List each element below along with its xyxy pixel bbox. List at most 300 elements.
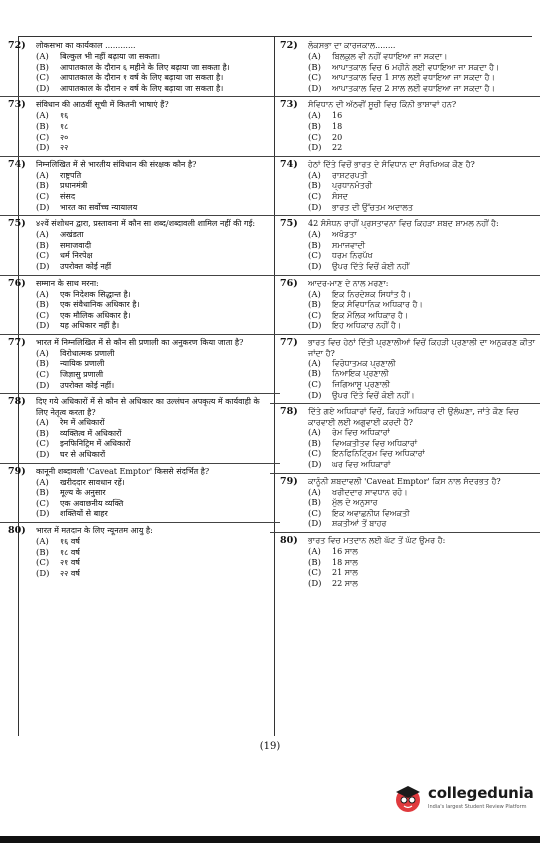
option-label: (A) xyxy=(36,348,49,359)
option-label: (C) xyxy=(36,558,50,569)
question-header xyxy=(280,99,538,111)
answer-option xyxy=(36,181,270,192)
option-label: (B) xyxy=(308,369,321,380)
answer-option xyxy=(308,241,538,252)
option-label: (A) xyxy=(308,230,321,241)
option-text: प्रधानमंत्री xyxy=(60,181,88,191)
option-label: (A) xyxy=(308,428,321,439)
option-label: (D) xyxy=(36,202,50,213)
option-text: एक अवाछनीय व्यक्ति xyxy=(60,498,124,508)
answer-option xyxy=(308,509,538,520)
top-rule xyxy=(18,36,532,37)
option-text: ਆਪਾਤਕਾਲ ਵਿਚ 6 ਮਹੀਨੇ ਲਈ ਵਧਾਇਆ ਜਾ ਸਕਦਾ ਹੈ। xyxy=(332,62,500,72)
question-number: 75) xyxy=(280,218,298,230)
brand-logo xyxy=(392,780,532,820)
question-number: 73) xyxy=(280,99,298,111)
question-header xyxy=(280,337,538,359)
answer-option xyxy=(36,73,270,84)
answer-option xyxy=(308,63,538,74)
option-text: खरीददार सावधान रहें। xyxy=(60,477,125,487)
option-label: (D) xyxy=(36,450,50,461)
option-label: (C) xyxy=(308,508,322,519)
option-label: (D) xyxy=(308,261,322,272)
option-label: (C) xyxy=(36,132,50,143)
option-label: (B) xyxy=(36,359,49,370)
option-text: २२ वर्ष xyxy=(60,568,80,578)
question-header xyxy=(8,466,270,478)
question-separator xyxy=(270,215,540,216)
option-text: उपरोक्त कोई नहीं। xyxy=(60,380,115,390)
option-text: संसद xyxy=(60,191,76,201)
answer-option xyxy=(36,439,270,450)
option-label: (A) xyxy=(36,477,49,488)
answer-option xyxy=(308,84,538,95)
option-text: १६ वर्ष xyxy=(60,537,80,546)
question-text: 42 ਸੰਸੋਧਨ ਰਾਹੀਂ ਪ੍ਰਸਤਾਵਨਾ ਵਿਚ ਕਿਹੜਾ ਸ਼ਬਦ ਸ਼ਾਮਲ ਨਹੀਂ ਹੈ: xyxy=(308,219,499,229)
question-separator xyxy=(0,522,280,523)
question-separator xyxy=(270,403,540,404)
option-text: धर्म निरपेक्ष xyxy=(60,251,93,261)
question-header xyxy=(8,525,270,537)
answer-option xyxy=(36,488,270,499)
answer-option xyxy=(36,569,270,580)
option-text: ਮੁੱਲ ਦੇ ਅਨੁਸਾਰ xyxy=(332,498,378,508)
option-label: (B) xyxy=(36,428,49,439)
option-text: 18 xyxy=(332,121,343,131)
option-label: (C) xyxy=(308,310,322,321)
option-label: (D) xyxy=(308,390,322,401)
question-separator xyxy=(270,473,540,474)
option-text: ਖਰੀਦਦਾਰ ਸਾਵਧਾਨ ਰਹੋ। xyxy=(332,487,408,497)
option-text: ਆਪਾਤਕਾਲ ਵਿਚ 1 ਸਾਲ ਲਈ ਵਧਾਇਆ ਜਾ ਸਕਦਾ ਹੈ। xyxy=(332,73,495,83)
question-separator xyxy=(270,275,540,276)
question-text: भारत में मतदान के लिए न्यूनतम आयु है: xyxy=(36,526,153,535)
question-header xyxy=(8,337,270,349)
option-label: (C) xyxy=(308,449,322,460)
question-block xyxy=(8,396,270,460)
answer-option xyxy=(308,547,538,558)
question-block xyxy=(280,278,538,332)
answer-option xyxy=(308,558,538,569)
answer-option xyxy=(36,122,270,133)
option-text: ਧਰਮ ਨਿਰਪੱਖ xyxy=(332,251,373,261)
option-text: भारत का सर्वोच्च न्यायालय xyxy=(60,202,138,212)
option-label: (A) xyxy=(36,537,49,547)
option-text: २२ xyxy=(60,143,69,153)
option-text: ਉਪਰ ਦਿੱਤੇ ਵਿਚੋਂ ਕੋਈ ਨਹੀਂ। xyxy=(332,390,415,400)
option-text: २० xyxy=(60,132,69,142)
option-text: १८ वर्ष xyxy=(60,547,80,557)
question-text: ४२वें संशोधन द्वारा, प्रस्तावना में कौन सा शब्द/शब्दावली शामिल नहीं की गई: xyxy=(36,219,256,229)
option-label: (B) xyxy=(308,300,321,311)
punjabi-column xyxy=(280,40,538,591)
option-label: (B) xyxy=(308,62,321,73)
option-text: आपातकाल के दौरान २ वर्ष के लिए बढ़ाया जा सकता है। xyxy=(60,83,224,93)
question-text: कानूनी शब्दावली 'Caveat Emptor' किससे संदर्भित है? xyxy=(36,466,210,476)
option-label: (C) xyxy=(36,310,50,321)
question-text: संविधान की आठवीं सूची में कितनी भाषाएं हैं? xyxy=(36,100,169,110)
option-text: अखंडता xyxy=(60,230,84,240)
page-number: (19) xyxy=(259,741,281,752)
answer-option xyxy=(308,519,538,530)
question-text: निम्नलिखित में से भारतीय संविधान की संरक्षक कौन है? xyxy=(36,159,197,169)
option-text: 16 ਸਾਲ xyxy=(332,547,358,556)
question-text: दिए गये अधिकारों में से कौन से अधिकार का उल्लंघन अपकृत्य में कार्यवाही के लिए नेतृत्व करता है? xyxy=(36,397,260,418)
question-separator xyxy=(0,334,280,335)
answer-option xyxy=(36,84,270,95)
question-number: 78) xyxy=(280,406,298,418)
option-text: व्यक्तित्व में अधिकारों xyxy=(60,428,122,438)
answer-option xyxy=(308,449,538,460)
answer-option xyxy=(36,63,270,74)
question-separator xyxy=(270,532,540,533)
answer-option xyxy=(308,428,538,439)
answer-option xyxy=(36,300,270,311)
option-text: ਆਪਾਤਕਾਲ ਵਿਚ 2 ਸਾਲ ਲਈ ਵਧਾਇਆ ਜਾ ਸਕਦਾ ਹੈ। xyxy=(332,83,495,93)
answer-option xyxy=(36,262,270,273)
option-text: जिज्ञासु प्रणाली xyxy=(60,370,104,380)
question-text: ਲੋਕਸਭਾ ਦਾ ਕਾਰਜਕਾਲ........ xyxy=(308,41,396,50)
answer-option xyxy=(36,359,270,370)
option-label: (C) xyxy=(308,191,322,202)
bottom-bar xyxy=(0,836,540,843)
question-number: 80) xyxy=(8,525,26,536)
answer-option xyxy=(36,241,270,252)
option-label: (D) xyxy=(36,509,50,520)
option-label: (A) xyxy=(308,547,321,557)
answer-option xyxy=(36,192,270,203)
option-text: 22 ਸਾਲ xyxy=(332,578,358,588)
question-number: 76) xyxy=(8,277,26,289)
question-separator xyxy=(270,96,540,97)
option-label: (B) xyxy=(308,498,321,509)
answer-option xyxy=(308,439,538,450)
answer-option xyxy=(36,548,270,559)
option-text: बिल्कुल भी नहीं बढ़ाया जा सकता। xyxy=(60,52,161,61)
option-label: (A) xyxy=(308,487,321,498)
answer-option xyxy=(308,359,538,370)
question-header xyxy=(8,218,270,230)
option-label: (B) xyxy=(36,240,49,251)
option-text: ਰੇਮ ਵਿਚ ਅਧਿਕਾਰਾਂ xyxy=(332,428,390,438)
brand-tagline: India's largest Student Review Platform xyxy=(428,804,527,810)
question-number: 80) xyxy=(280,535,298,546)
brand-name: collegedunia xyxy=(428,784,534,802)
option-text: एक निदेशक सिद्धान्त है। xyxy=(60,289,131,299)
option-text: न्यायिक प्रणाली xyxy=(60,359,105,369)
question-number: 78) xyxy=(8,396,26,408)
option-label: (B) xyxy=(308,240,321,251)
option-text: आपातकाल के दौरान १ वर्ष के लिए बढ़ाया जा सकता है। xyxy=(60,73,224,83)
answer-option xyxy=(308,203,538,214)
answer-option xyxy=(36,52,270,63)
question-header xyxy=(8,278,270,290)
option-label: (A) xyxy=(36,418,49,429)
answer-option xyxy=(36,558,270,569)
option-label: (A) xyxy=(36,52,49,62)
question-block xyxy=(8,218,270,272)
answer-option xyxy=(308,311,538,322)
question-block xyxy=(8,525,270,579)
option-text: शक्तियों से बाहर xyxy=(60,509,108,519)
question-number: 74) xyxy=(8,158,26,170)
option-label: (A) xyxy=(36,111,49,122)
hindi-column xyxy=(8,40,270,581)
option-label: (C) xyxy=(36,498,50,509)
option-text: ਇਹ ਅਧਿਕਾਰ ਨਹੀਂ ਹੈ। xyxy=(332,321,402,331)
question-header xyxy=(8,99,270,111)
question-separator xyxy=(0,96,280,97)
question-separator xyxy=(0,215,280,216)
option-label: (A) xyxy=(308,289,321,300)
question-text: ਦਿੱਤੇ ਗਏ ਅਧਿਕਾਰਾਂ ਵਿਚੋਂ, ਕਿਹੜੇ ਅਧਿਕਾਰ ਦੀ ਉਲੰਘਣਾ, ਜਾਂਤੇ ਕੌਣ ਵਿਚ ਕਾਰਵਾਈ ਲਈ ਅਗੁਵਾਈ ਕਰਦੀ ਹੈ? xyxy=(308,407,519,428)
question-text: लोकसभा का कार्यकाल ............ xyxy=(36,41,136,50)
option-label: (B) xyxy=(308,121,321,132)
question-block xyxy=(8,337,270,391)
option-label: (B) xyxy=(36,181,49,192)
option-label: (A) xyxy=(308,170,321,181)
answer-option xyxy=(308,52,538,63)
answer-option xyxy=(308,488,538,499)
option-label: (D) xyxy=(36,143,50,154)
option-text: ਵਿਰੋਧਾਤਮਕ ਪ੍ਰਣਾਲੀ xyxy=(332,358,396,368)
option-label: (D) xyxy=(308,578,322,589)
option-label: (C) xyxy=(36,251,50,262)
option-label: (C) xyxy=(36,439,50,450)
option-label: (A) xyxy=(308,52,321,62)
option-text: विरोधात्मक प्रणाली xyxy=(60,348,115,358)
option-label: (C) xyxy=(36,370,50,381)
question-number: 73) xyxy=(8,99,26,111)
option-text: १६ xyxy=(60,111,69,121)
option-label: (B) xyxy=(308,181,321,192)
answer-option xyxy=(308,369,538,380)
option-text: ਵਿਅਕਤੀਤਵ ਵਿਚ ਅਧਿਕਾਰਾਂ xyxy=(332,438,418,448)
answer-option xyxy=(36,478,270,489)
question-block xyxy=(8,40,270,94)
question-text: ਸੰਵਿਧਾਨ ਦੀ ਅੱਠਵੀਂ ਸੂਚੀ ਵਿਚ ਕਿੰਨੀ ਭਾਸ਼ਾਵਾਂ ਹਨ? xyxy=(308,100,457,110)
answer-option xyxy=(36,133,270,144)
option-label: (D) xyxy=(308,519,322,530)
question-header xyxy=(280,406,538,428)
question-number: 79) xyxy=(8,465,26,477)
question-number: 79) xyxy=(280,475,298,487)
question-header xyxy=(8,159,270,171)
question-text: ਆਦਰ-ਮਾਣ ਦੇ ਨਾਲ ਮਰਣਾ: xyxy=(308,278,389,288)
option-label: (A) xyxy=(308,111,321,122)
answer-option xyxy=(308,251,538,262)
answer-option xyxy=(308,73,538,84)
question-number: 72) xyxy=(8,40,26,51)
option-label: (A) xyxy=(36,230,49,241)
question-number: 77) xyxy=(8,336,26,348)
option-text: ਸੰਸਦ xyxy=(332,191,348,201)
question-separator xyxy=(0,463,280,464)
option-label: (C) xyxy=(36,73,50,84)
question-separator xyxy=(270,334,540,335)
question-block xyxy=(280,476,538,530)
question-block xyxy=(8,278,270,332)
question-block xyxy=(8,99,270,153)
answer-option xyxy=(308,300,538,311)
question-block xyxy=(280,99,538,153)
option-text: ਇਨਫਿਨਿਟ੍ਰਿਮ ਵਿਚ ਅਧਿਕਾਰਾਂ xyxy=(332,449,425,459)
option-label: (B) xyxy=(36,62,49,73)
option-label: (D) xyxy=(308,83,322,94)
column-divider xyxy=(274,36,275,736)
answer-option xyxy=(308,498,538,509)
option-text: इनफिनिट्रिम में अधिकारों xyxy=(60,439,131,449)
question-header xyxy=(280,218,538,230)
option-text: रेम में अधिकारों xyxy=(60,418,105,428)
question-block xyxy=(8,159,270,213)
question-number: 75) xyxy=(8,218,26,230)
option-text: ਰਾਸ਼ਟਰਪਤੀ xyxy=(332,170,368,180)
option-label: (A) xyxy=(36,289,49,300)
option-text: घर से अधिकारों xyxy=(60,450,106,460)
question-number: 72) xyxy=(280,40,298,51)
question-block xyxy=(280,406,538,470)
option-text: 20 xyxy=(332,132,343,142)
option-label: (D) xyxy=(36,380,50,391)
option-label: (B) xyxy=(36,300,49,311)
answer-option xyxy=(36,349,270,360)
option-text: यह अधिकार नहीं है। xyxy=(60,321,120,331)
option-text: ਅਖੰਡਤਾ xyxy=(332,230,357,240)
option-label: (C) xyxy=(308,132,322,143)
question-header xyxy=(280,159,538,171)
question-block xyxy=(280,337,538,401)
question-header xyxy=(280,535,538,547)
option-text: एक संवैधानिक अधिकार है। xyxy=(60,300,140,310)
question-block xyxy=(280,40,538,94)
answer-option xyxy=(36,203,270,214)
question-separator xyxy=(270,156,540,157)
question-number: 77) xyxy=(280,336,298,348)
option-text: राष्ट्रपति xyxy=(60,170,82,180)
option-label: (D) xyxy=(36,568,50,579)
question-separator xyxy=(0,275,280,276)
answer-option xyxy=(308,122,538,133)
question-separator xyxy=(0,156,280,157)
option-label: (D) xyxy=(308,321,322,332)
option-text: ਸਮਾਜਵਾਦੀ xyxy=(332,240,366,250)
answer-option xyxy=(36,429,270,440)
question-block xyxy=(280,159,538,213)
answer-option xyxy=(308,143,538,154)
option-text: 21 ਸਾਲ xyxy=(332,568,358,578)
answer-option xyxy=(36,509,270,520)
option-label: (C) xyxy=(308,73,322,84)
answer-option xyxy=(36,143,270,154)
question-header xyxy=(280,278,538,290)
answer-option xyxy=(36,251,270,262)
question-block xyxy=(280,535,538,589)
option-text: ਇਕ ਅਵਾਛਨੀਯ ਵਿਅਕਤੀ xyxy=(332,508,410,518)
option-label: (D) xyxy=(36,321,50,332)
question-number: 76) xyxy=(280,277,298,289)
question-number: 74) xyxy=(280,158,298,170)
answer-option xyxy=(308,262,538,273)
option-text: समाजवादी xyxy=(60,240,92,250)
question-text: ਕਾਨੂੰਨੀ ਸ਼ਬਦਾਵਲੀ 'Caveat Emptor' ਕਿਸ ਨਾਲ ਸੰਦਰਭਤ ਹੈ? xyxy=(308,476,501,486)
question-header xyxy=(280,476,538,488)
option-label: (C) xyxy=(308,568,322,579)
question-text: ਹੇਠਾਂ ਦਿੱਤੇ ਵਿਚੋਂ ਭਾਰਤ ਦੇ ਸੰਵਿਧਾਨ ਦਾ ਸੰਰਖਿਅਕ ਕੌਣ ਹੈ? xyxy=(308,159,475,169)
option-label: (B) xyxy=(36,121,49,132)
question-header xyxy=(8,40,270,52)
answer-option xyxy=(36,381,270,392)
option-text: 22 xyxy=(332,143,343,153)
option-text: ਬਿਲਕੁਲ ਵੀ ਨਹੀਂ ਵਧਾਇਆ ਜਾ ਸਕਦਾ। xyxy=(332,52,448,61)
answer-option xyxy=(308,568,538,579)
answer-option xyxy=(308,321,538,332)
option-label: (D) xyxy=(36,261,50,272)
option-text: ਇਕ ਨਿਰਦੇਸ਼ਕ ਸਿਧਾਂਤ ਹੈ। xyxy=(332,289,412,299)
option-text: ਘਰ ਵਿਚ ਅਧਿਕਾਰਾਂ xyxy=(332,460,391,470)
answer-option xyxy=(308,230,538,241)
question-block xyxy=(280,218,538,272)
option-text: ਨਿਆਇਕ ਪ੍ਰਣਾਲੀ xyxy=(332,369,389,379)
option-label: (C) xyxy=(36,191,50,202)
question-text: सम्मान के साथ मरना: xyxy=(36,278,99,288)
option-label: (B) xyxy=(308,438,321,449)
question-text: ਭਾਰਤ ਵਿਚ ਹੇਠਾਂ ਦਿੱਤੀ ਪ੍ਰਣਾਲੀਆਂ ਵਿਚੋਂ ਕਿਹੜੀ ਪ੍ਰਣਾਲੀ ਦਾ ਅਨੁਕਰਣ ਕੀਤਾ ਜਾਂਦਾ ਹੈ? xyxy=(308,337,536,358)
option-text: मूल्य के अनुसार xyxy=(60,488,106,498)
answer-option xyxy=(308,290,538,301)
answer-option xyxy=(36,171,270,182)
option-label: (D) xyxy=(308,460,322,471)
answer-option xyxy=(36,311,270,322)
answer-option xyxy=(308,192,538,203)
option-text: ਸ਼ਕਤੀਆਂ ਤੋਂ ਬਾਹਰ xyxy=(332,519,387,529)
question-separator xyxy=(0,393,280,394)
question-header xyxy=(8,396,270,418)
option-label: (D) xyxy=(308,202,322,213)
question-text: ਭਾਰਤ ਵਿਚ ਮਤਦਾਨ ਲਈ ਘੱਟ ਤੋਂ ਘੱਟ ਉਮਰ ਹੈ: xyxy=(308,536,446,545)
option-text: ਉਪਰ ਦਿੱਤੇ ਵਿਚੋਂ ਕੋਈ ਨਹੀਂ xyxy=(332,261,410,271)
option-text: ਭਾਰਤ ਦੀ ਉੱਚਤਮ ਅਦਾਲਤ xyxy=(332,202,413,212)
option-label: (B) xyxy=(308,557,321,568)
option-label: (D) xyxy=(308,143,322,154)
option-text: 18 ਸਾਲ xyxy=(332,557,358,567)
answer-option xyxy=(36,499,270,510)
option-label: (D) xyxy=(36,83,50,94)
answer-option xyxy=(308,181,538,192)
answer-option xyxy=(36,370,270,381)
answer-option xyxy=(36,230,270,241)
question-block xyxy=(8,466,270,520)
option-label: (C) xyxy=(308,251,322,262)
answer-option xyxy=(308,111,538,122)
student-mascot-icon xyxy=(392,782,424,814)
question-header xyxy=(280,40,538,52)
answer-option xyxy=(36,290,270,301)
option-text: १८ xyxy=(60,121,69,131)
option-text: ਪ੍ਰਧਾਨਮੰਤਰੀ xyxy=(332,181,373,191)
option-text: २१ वर्ष xyxy=(60,558,80,568)
answer-option xyxy=(308,380,538,391)
option-text: उपरोक्त कोई नहीं xyxy=(60,261,112,271)
option-text: आपातकाल के दौरान ६ महीने के लिए बढ़ाया जा सकता है। xyxy=(60,62,230,72)
option-text: ਇਕ ਮੌਲਿਕ ਅਧਿਕਾਰ ਹੈ। xyxy=(332,310,409,320)
option-label: (A) xyxy=(308,358,321,369)
answer-option xyxy=(308,171,538,182)
answer-option xyxy=(36,418,270,429)
answer-option xyxy=(308,391,538,402)
answer-option xyxy=(308,133,538,144)
option-label: (C) xyxy=(308,380,322,391)
